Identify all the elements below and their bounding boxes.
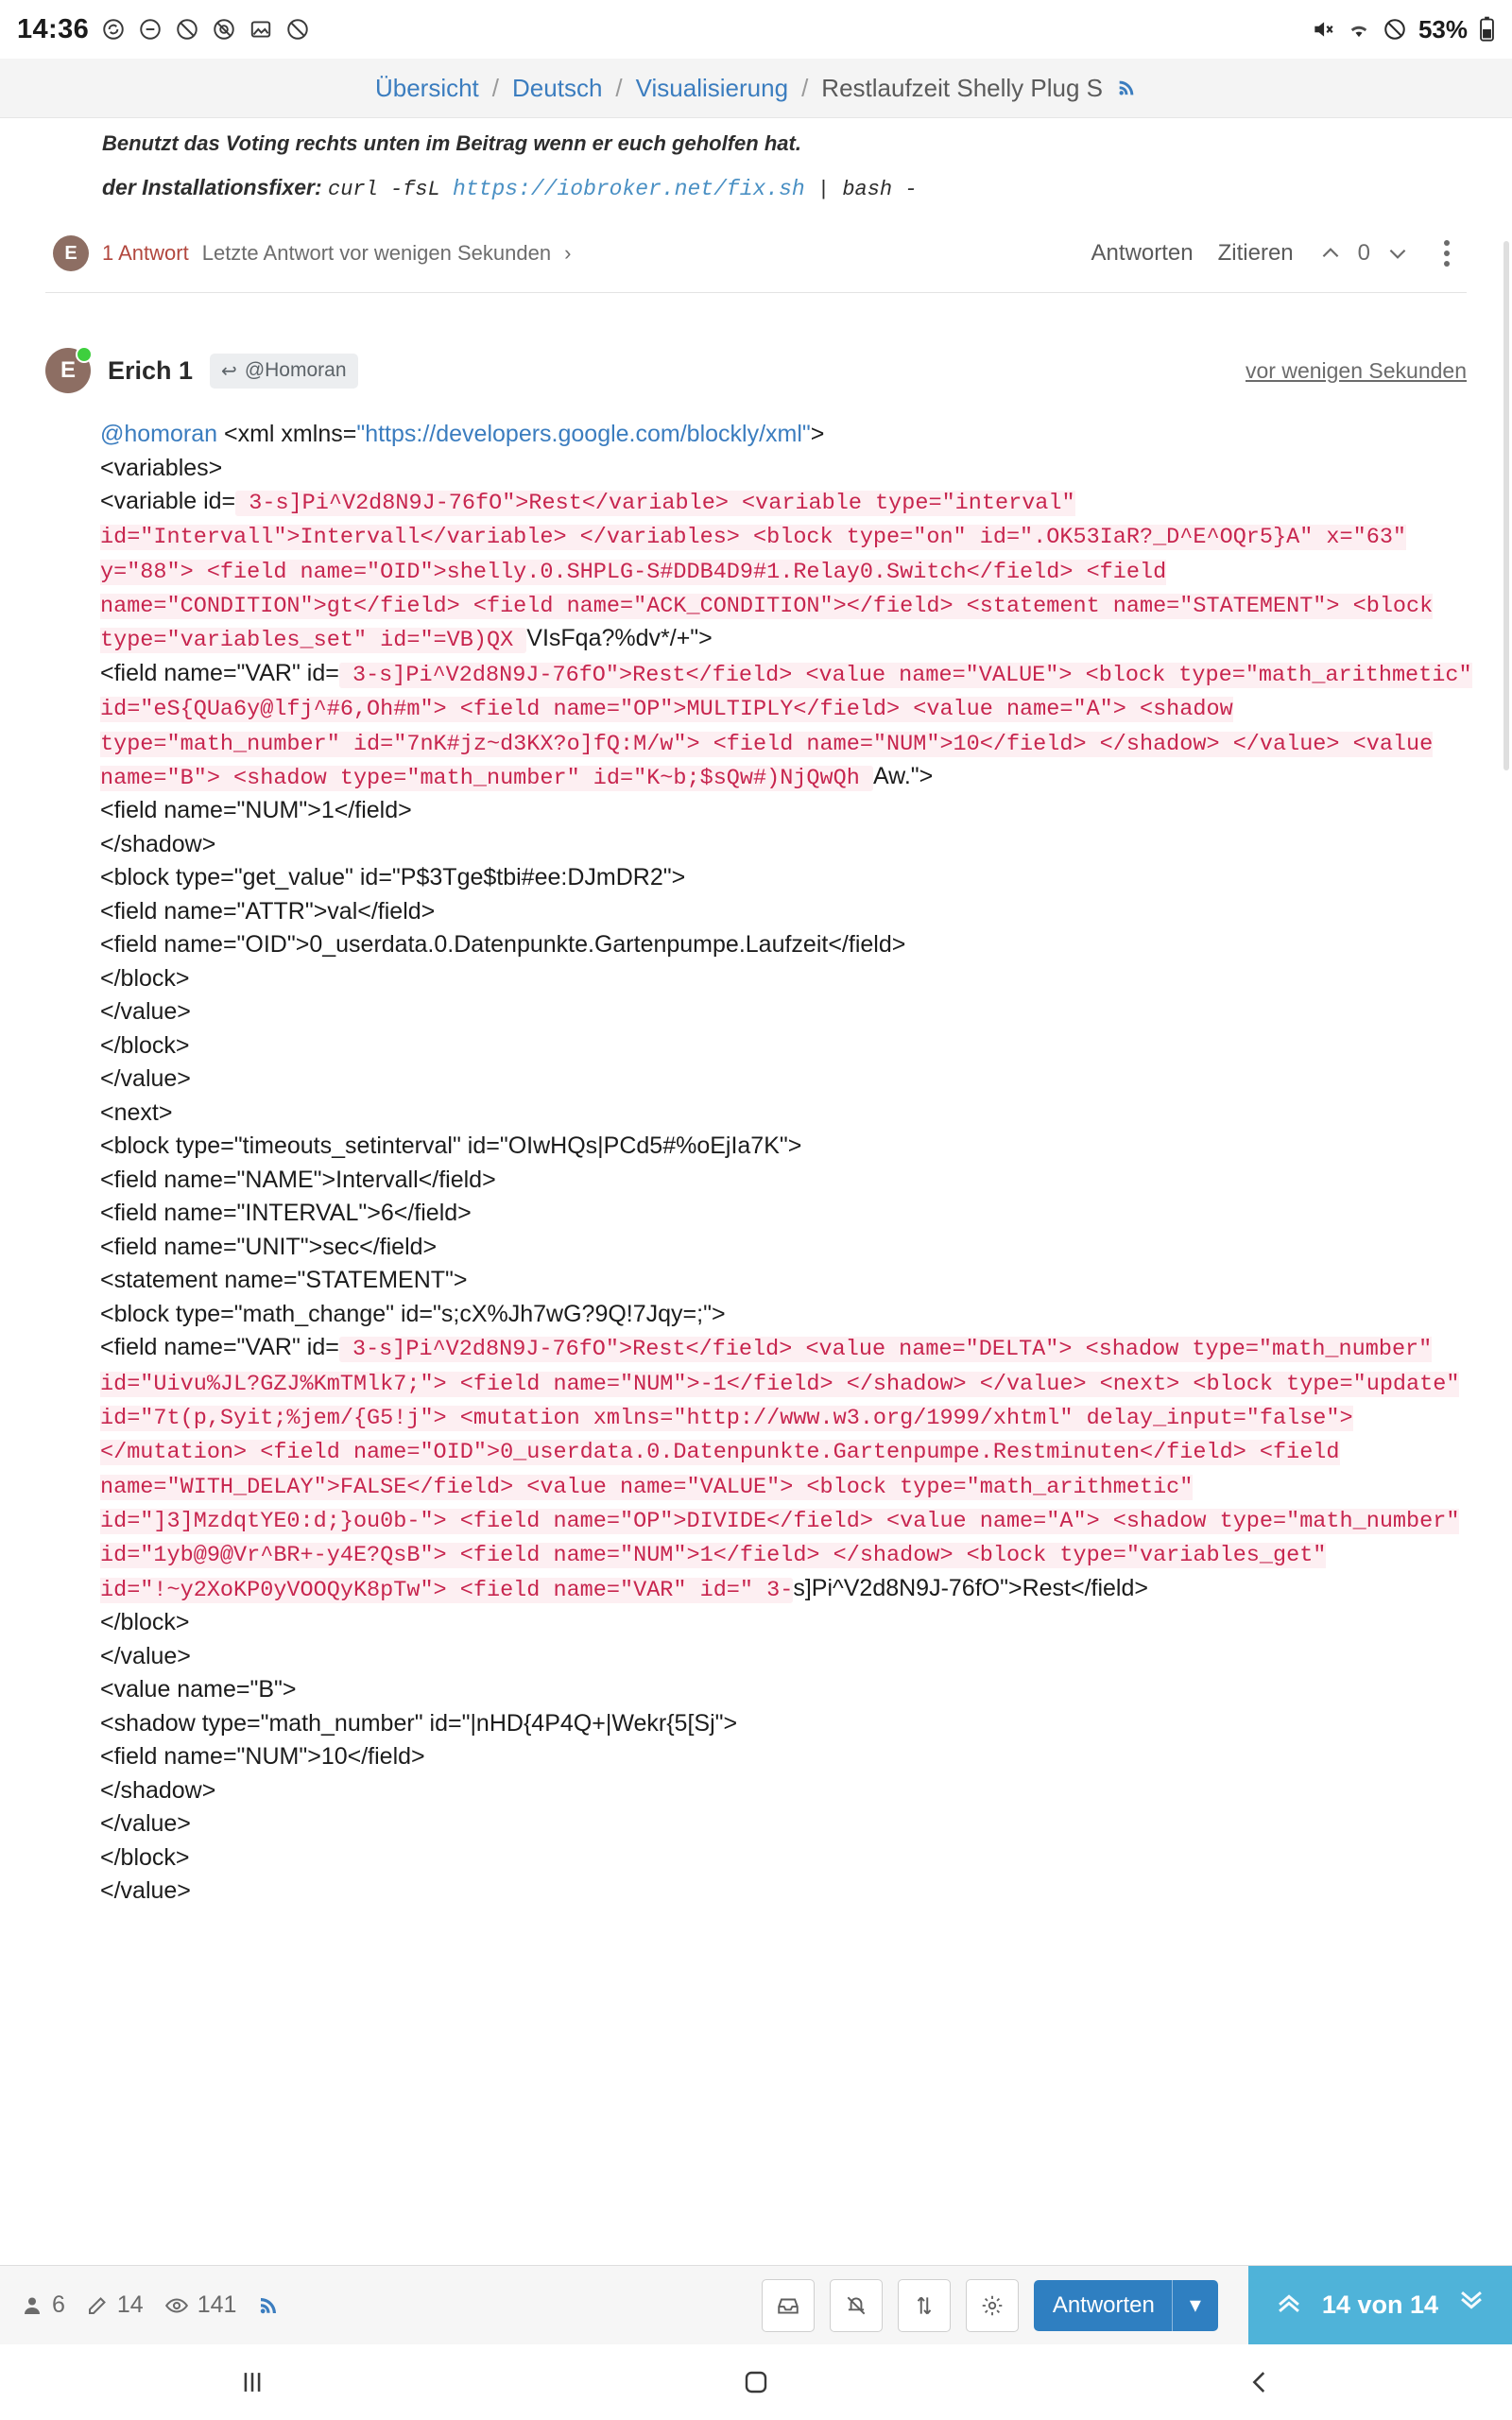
code-text: <variable id= bbox=[100, 488, 236, 514]
code-text: </shadow> bbox=[100, 1776, 216, 1804]
post-line bbox=[100, 1231, 1474, 1265]
code-text: <field name="INTERVAL">6</field> bbox=[100, 1200, 472, 1227]
code-text: <field name="UNIT">sec</field> bbox=[100, 1233, 438, 1260]
code-text: <field name="NUM">10</field> bbox=[100, 1743, 425, 1771]
views-count: 141 bbox=[197, 2291, 237, 2318]
double-chevron-up-icon[interactable] bbox=[1273, 2286, 1305, 2325]
code-text: </block> bbox=[100, 1609, 190, 1636]
code-text: </shadow> bbox=[100, 830, 216, 857]
breadcrumb-item-deutsch[interactable]: Deutsch bbox=[512, 73, 603, 102]
post-line bbox=[100, 657, 1474, 794]
clock: 14:36 bbox=[17, 13, 90, 44]
code-text: </value> bbox=[100, 1642, 191, 1669]
battery-percent: 53% bbox=[1418, 14, 1468, 43]
avatar-initial: E bbox=[60, 357, 76, 383]
reply-summary-bar bbox=[45, 235, 1467, 293]
mute-topic-button[interactable] bbox=[830, 2279, 883, 2332]
status-bar-right bbox=[1311, 15, 1495, 44]
code-text: </value> bbox=[100, 1877, 191, 1905]
post-author-block bbox=[45, 348, 358, 393]
mention-link[interactable]: @homoran bbox=[100, 421, 218, 447]
code-text: </value> bbox=[100, 1810, 191, 1838]
image-icon bbox=[249, 17, 273, 42]
post-content bbox=[0, 418, 1512, 1909]
chevron-up-icon[interactable] bbox=[1318, 241, 1343, 266]
code-text: <field name="NAME">Intervall</field> bbox=[100, 1166, 496, 1193]
post-line bbox=[100, 1063, 1474, 1097]
post-line bbox=[100, 1264, 1474, 1298]
battery-icon bbox=[1479, 16, 1495, 43]
post-line bbox=[100, 1841, 1474, 1876]
user-icon bbox=[21, 2294, 43, 2317]
post-line bbox=[100, 1807, 1474, 1841]
post-line bbox=[100, 962, 1474, 996]
code-text: <value name="B"> bbox=[100, 1676, 297, 1703]
code-text: <field name="OID">0_userdata.0.Datenpunkte.Gartenpumpe.Laufzeit</field> bbox=[100, 931, 906, 959]
installer-fixer-label: der Installationsfixer: bbox=[102, 175, 322, 199]
quote-button[interactable]: Zitieren bbox=[1217, 240, 1294, 266]
breadcrumb[interactable] bbox=[0, 59, 1512, 118]
chevron-down-icon[interactable] bbox=[1385, 241, 1410, 266]
code-string: "https://developers.google.com/blockly/xml" bbox=[356, 421, 811, 447]
voting-note: Benutzt das Voting rechts unten im Beitrag wenn er euch geholfen hat. bbox=[102, 131, 801, 155]
posts-count: 14 bbox=[116, 2291, 144, 2318]
vote-count: 0 bbox=[1357, 240, 1370, 266]
home-icon[interactable] bbox=[699, 2344, 813, 2420]
mark-unread-button[interactable] bbox=[762, 2279, 815, 2332]
code-text: <field name="VAR" id= bbox=[100, 659, 339, 686]
code-text: <next> bbox=[100, 1098, 173, 1126]
stat-users bbox=[21, 2291, 65, 2319]
last-reply-text: Letzte Antwort vor wenigen Sekunden bbox=[201, 241, 552, 265]
inline-code: 3-s]Pi^V2d8N9J-76fO">Rest</variable> <variable type="interval" id="Intervall">Intervall</variable> </variables> <block type="on" id=".OK53IaR?_D^E^OQr5}A" x="63" y="88"> <field name="OID">shelly.0.SHPLG-S#DDB4D9#1.Relay0.Switch</field> <field name="CONDITION">gt</field> <field name="ACK_CONDITION"></field> <statement name="STATEMENT"> <block type="variables_set" id="=VB)QX bbox=[100, 491, 1434, 654]
post-line bbox=[100, 895, 1474, 929]
breadcrumb-item-visualisierung[interactable]: Visualisierung bbox=[635, 73, 789, 102]
code-text: </block> bbox=[100, 1843, 190, 1871]
more-vertical-icon[interactable] bbox=[1435, 240, 1459, 267]
stat-posts bbox=[86, 2291, 144, 2319]
breadcrumb-separator: / bbox=[615, 73, 623, 102]
code-text: <field name="VAR" id= bbox=[100, 1334, 339, 1361]
post-line bbox=[100, 828, 1474, 862]
back-icon[interactable] bbox=[1203, 2344, 1316, 2420]
code-text: </value> bbox=[100, 1065, 191, 1093]
post-scroll-area[interactable] bbox=[0, 118, 1512, 2265]
post-line bbox=[100, 794, 1474, 828]
post-line bbox=[100, 1707, 1474, 1741]
post-line bbox=[100, 452, 1474, 486]
avatar: E bbox=[53, 235, 89, 271]
code-text: </value> bbox=[100, 998, 191, 1026]
post-timestamp[interactable]: vor wenigen Sekunden bbox=[1246, 357, 1467, 383]
eye-icon bbox=[164, 2293, 189, 2318]
scrollbar[interactable] bbox=[1503, 241, 1509, 770]
post-line bbox=[100, 861, 1474, 895]
reply-summary-right bbox=[1091, 240, 1459, 267]
post-line bbox=[100, 928, 1474, 962]
camera-off-icon bbox=[212, 17, 236, 42]
inline-code: 3-s]Pi^V2d8N9J-76fO">Rest</field> <value name="DELTA"> <shadow type="math_number" id="Uivu%JL?GZJ%KmTMlk7;"> <field name="NUM">-1</field> </shadow> </value> <next> <block type="update" id="7t(p,Syit;%jem/{G5!j"> <mutation xmlns="http://www.w3.org/1999/xhtml" delay_input="false"></mutation> <field name="OID">0_userdata.0.Datenpunkte.Gartenpumpe.Restminuten</field> <field name="WITH_DELAY">FALSE</field> <value name="VALUE"> <block type="math_arithmetic" id="]3]MzdqtYE0:d;}ou0b-"> <field name="OP">DIVIDE</field> <value name="A"> <shadow type="math_number" id="1yb@9@Vr^BR+-y4E?QsB"> <field name="NUM">1</field> </shadow> <block type="variables_get" id="!~y2XoKP0yVOOQyK8pTw"> <field name="VAR" id=" 3- bbox=[100, 1337, 1460, 1603]
reply-arrow-icon: ↩ bbox=[221, 360, 237, 382]
code-text: <block type="math_change" id="s;cX%Jh7wG?9Q!7Jqy=;"> bbox=[100, 1300, 726, 1327]
no-symbol-icon-2 bbox=[285, 17, 310, 42]
android-navbar bbox=[0, 2344, 1512, 2420]
mute-icon bbox=[1311, 17, 1335, 42]
sort-button[interactable] bbox=[898, 2279, 951, 2332]
reply-button-label: Antworten bbox=[1052, 2291, 1155, 2318]
online-status-dot bbox=[76, 346, 93, 363]
code-text: <variables> bbox=[100, 454, 223, 481]
post-line bbox=[100, 485, 1474, 657]
code-text: <xml xmlns= bbox=[217, 421, 357, 447]
reply-button[interactable]: Antworten bbox=[1091, 240, 1194, 266]
rss-icon[interactable] bbox=[257, 2294, 280, 2317]
stat-views bbox=[164, 2291, 237, 2319]
recents-icon[interactable] bbox=[196, 2344, 309, 2420]
reply-summary-left[interactable] bbox=[53, 235, 571, 271]
status-bar-left bbox=[17, 14, 310, 45]
code-text: <shadow type="math_number" id="|nHD{4P4Q+|Wekr{5[Sj"> bbox=[100, 1709, 738, 1737]
post-line bbox=[100, 1331, 1474, 1606]
breadcrumb-separator: / bbox=[801, 73, 809, 102]
refresh-circle-icon bbox=[101, 17, 126, 42]
reply-dropdown-caret[interactable]: ▾ bbox=[1172, 2280, 1218, 2331]
code-text: </block> bbox=[100, 964, 190, 992]
topic-stats bbox=[21, 2291, 280, 2319]
pager-label: 14 von 14 bbox=[1321, 2290, 1438, 2319]
status-bar bbox=[0, 0, 1512, 59]
avatar[interactable] bbox=[45, 348, 91, 393]
reply-to-user: @Homoran bbox=[244, 359, 347, 381]
post-line bbox=[100, 1130, 1474, 1164]
inline-code: 3-s]Pi^V2d8N9J-76fO">Rest</field> <value name="VALUE"> <block type="math_arithmetic" id="eS{QUa6y@lfj^#6,Oh#m"> <field name="OP">MULTIPLY</field> <value name="A"> <shadow type="math_number" id="7nK#jz~d3KX?o]fQ:M/w"> <field name="NUM">10</field> </shadow> </value> <value name="B"> <shadow type="math_number" id="K~b;$sQw#)NjQwQh bbox=[100, 662, 1472, 791]
breadcrumb-separator: / bbox=[491, 73, 500, 102]
post-line bbox=[100, 1640, 1474, 1674]
code-text: <block type="timeouts_setinterval" id="OIwHQs|PCd5#%oEjIa7K"> bbox=[100, 1132, 802, 1160]
post-line bbox=[100, 1164, 1474, 1198]
quoted-signature bbox=[0, 118, 1512, 201]
post-header bbox=[45, 348, 1467, 393]
post-line bbox=[100, 1774, 1474, 1808]
topic-toolbar bbox=[0, 2265, 1512, 2344]
post-line bbox=[100, 1097, 1474, 1131]
code-text: s]Pi^V2d8N9J-76fO">Rest</field> bbox=[793, 1574, 1148, 1601]
users-count: 6 bbox=[52, 2291, 65, 2318]
post-line bbox=[100, 1673, 1474, 1707]
pencil-icon bbox=[86, 2294, 109, 2317]
code-text: </block> bbox=[100, 1031, 190, 1059]
code-text: <block type="get_value" id="P$3Tge$tbi#ee:DJmDR2"> bbox=[100, 864, 686, 891]
reply-to-chip[interactable] bbox=[210, 354, 357, 389]
installer-fixer-suffix: | bash - bbox=[804, 178, 918, 201]
post-line bbox=[100, 1029, 1474, 1063]
post-line bbox=[100, 418, 1474, 452]
breadcrumb-item-uebersicht[interactable]: Übersicht bbox=[374, 73, 479, 102]
gear-icon[interactable] bbox=[966, 2279, 1019, 2332]
code-text: <statement name="STATEMENT"> bbox=[100, 1267, 468, 1294]
installer-fixer-line bbox=[102, 175, 1457, 201]
installer-fixer-prefix: curl -fsL bbox=[328, 178, 454, 201]
post-line bbox=[100, 1298, 1474, 1332]
rss-icon[interactable] bbox=[1116, 78, 1137, 98]
breadcrumb-item-current: Restlaufzeit Shelly Plug S bbox=[821, 73, 1104, 102]
installer-fixer-link[interactable]: https://iobroker.net/fix.sh bbox=[453, 177, 805, 201]
code-text: VIsFqa?%dv*/+"> bbox=[526, 625, 713, 652]
post-line bbox=[100, 1875, 1474, 1909]
no-symbol-icon bbox=[175, 17, 199, 42]
reply-count[interactable]: 1 Antwort bbox=[102, 241, 189, 265]
code-text: > bbox=[810, 421, 825, 447]
double-chevron-down-icon[interactable] bbox=[1455, 2286, 1487, 2325]
reply-button[interactable] bbox=[1034, 2280, 1218, 2331]
minus-circle-icon bbox=[138, 17, 163, 42]
post-line bbox=[100, 1197, 1474, 1231]
post-pager[interactable] bbox=[1248, 2266, 1512, 2345]
topic-actions bbox=[762, 2266, 1491, 2345]
post-line bbox=[100, 1740, 1474, 1774]
vote-control bbox=[1318, 240, 1410, 267]
wifi-icon bbox=[1347, 17, 1371, 42]
code-text: <field name="NUM">1</field> bbox=[100, 797, 412, 824]
post-author-name[interactable]: Erich 1 bbox=[108, 355, 194, 385]
code-text: Aw."> bbox=[872, 762, 934, 789]
post-line bbox=[100, 1606, 1474, 1640]
post-line bbox=[100, 995, 1474, 1029]
code-text: <field name="ATTR">val</field> bbox=[100, 897, 436, 925]
do-not-disturb-icon bbox=[1383, 17, 1407, 42]
chevron-right-icon[interactable]: › bbox=[564, 241, 572, 265]
